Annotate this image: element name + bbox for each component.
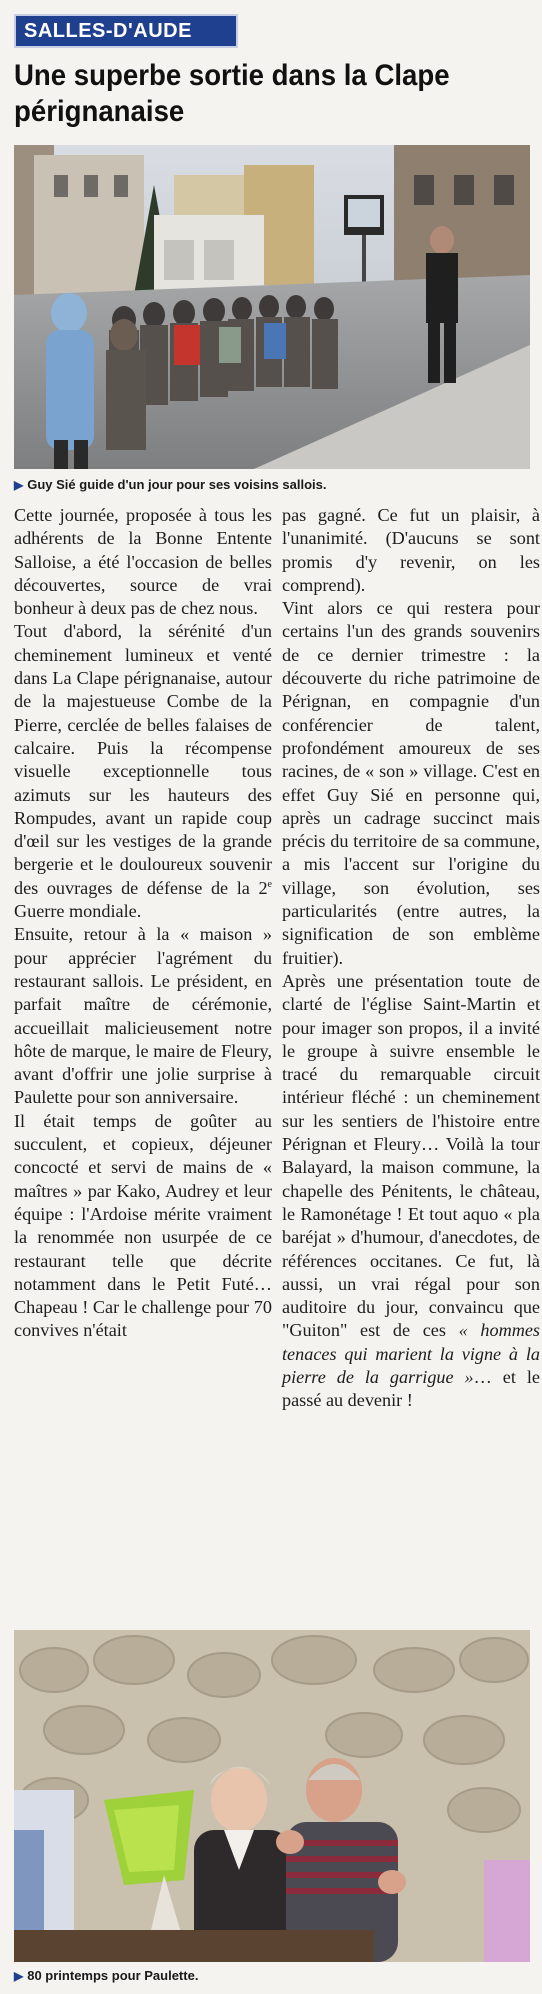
article-paragraph: Vint alors ce qui restera pour certains l'un des grands souvenirs de ce dernier trimestre : la découverte du riche patrimoine de Pérignan, en compagnie d'un conférencier de talent, profondément amoureux de ses racines, de « son » village. C'est en effet Guy Sié en personne qui, après un cadrage succinct mais précis du territoire de sa commune, a mis l'accent sur l'origine du village, son évolution, ses particularités (entre autres, la signification de son emblème fruitier). bbox=[282, 598, 540, 968]
section-rubric bbox=[14, 14, 238, 48]
article-paragraph: pas gagné. Ce fut un plaisir, à l'unanimité. (D'aucuns se sont promis d'y revenir, on les comprend). bbox=[282, 505, 540, 595]
photo2-caption-text: 80 printemps pour Paulette. bbox=[27, 1968, 199, 1983]
article-paragraph: Ensuite, retour à la « maison » pour apprécier l'agrément du restaurant sallois. Le président, en parfait maître de cérémonie, accueillait malicieusement notre hôte de marque, le maire de Fleury, avant d'offrir une jolie surprise à Paulette pour son anniversaire. bbox=[14, 924, 272, 1108]
article-column-left bbox=[14, 504, 272, 1343]
caption-marker-icon: ▶ bbox=[14, 1969, 24, 1983]
article-paragraph: Cette journée, proposée à tous les adhérents de la Bonne Entente Salloise, a été l'occasion de belles découvertes, source de vrai bonheur à deux pas de chez nous. bbox=[14, 505, 272, 619]
quote: « hommes tenaces qui marient la vigne à la pierre de la garrigue » bbox=[282, 1320, 541, 1387]
article-column-right bbox=[282, 504, 540, 1413]
photo1-caption-text: Guy Sié guide d'un jour pour ses voisins sallois. bbox=[27, 477, 327, 492]
article-paragraph: Après une présentation toute de clarté de l'église Saint-Martin et pour imager son propos, il a invité le groupe à suivre ensemble le tracé du remarquable circuit intérieur fléché : un cheminement sur les sentiers de l'histoire entre Pérignan et Fleury… Voilà la tour Balayard, la maison commune, la chapelle des Pénitents, le château, le Ramonétage ! Et tout aquo « pla baréjat » d'humour, d'anecdotes, de références occitanes. Ce fut, là aussi, un vrai régal pour son auditoire du jour, convaincu que "Guiton" est de ces « hommes tenaces qui marient la vigne à la pierre de la garrigue »… et le passé au devenir ! bbox=[282, 970, 541, 1411]
headline: Une superbe sortie dans la Clape pérignanaise bbox=[14, 59, 450, 128]
photo1-caption bbox=[14, 476, 530, 494]
article-paragraph: Tout d'abord, la sérénité d'un cheminement lumineux et venté dans La Clape pérignanaise, autour de la majestueuse Combe de la Pierre, cerclée de belles falaises de calcaire. Puis la récompense visuelle exceptionnelle tous azimuts sur les hauteurs des Rompudes, avant un rapide coup d'œil sur les vestiges de la grande bergerie et le douloureux souvenir des ouvrages de défense de la 2e Guerre mondiale. bbox=[14, 621, 272, 922]
caption-marker-icon: ▶ bbox=[14, 478, 24, 492]
birthday-photo bbox=[14, 1630, 530, 1962]
article-paragraph: Il était temps de goûter au succulent, et copieux, déjeuner concocté et servi de mains de « maîtres » par Kako, Audrey et leur équipe : l'Ardoise mérite vraiment la renommée non usurpée de ce restaurant telle que décrite notamment dans le Petit Futé… Chapeau ! Car le challenge pour 70 convives n'était bbox=[14, 1110, 272, 1341]
photo2-caption bbox=[14, 1967, 530, 1985]
rubric-label: SALLES-D'AUDE bbox=[24, 20, 192, 42]
group-photo bbox=[14, 145, 530, 469]
